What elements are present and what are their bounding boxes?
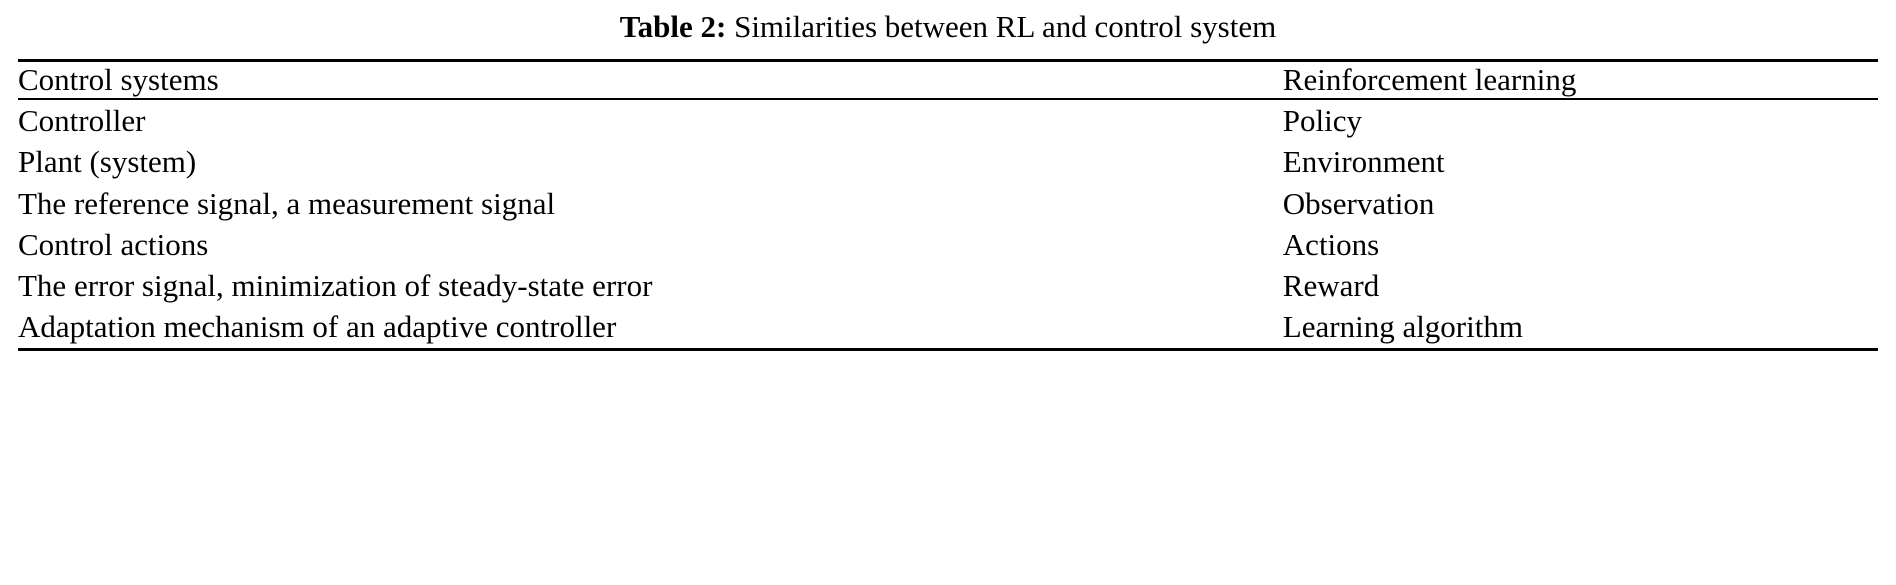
table-caption-label: Table 2:: [619, 9, 727, 44]
cell-rl-term: Policy: [1283, 99, 1878, 141]
table-row: [18, 141, 1878, 182]
table-header-row: [18, 61, 1878, 100]
table-row: [18, 306, 1878, 349]
table-row: [18, 265, 1878, 306]
cell-rl-term: Reward: [1282, 268, 1380, 304]
table-row: [18, 183, 1878, 224]
similarities-table: [18, 59, 1878, 350]
column-header-reinforcement-learning: Reinforcement learning: [1283, 61, 1878, 100]
cell-control-system: The reference signal, a measurement signal: [18, 185, 556, 221]
cell-rl-term: Learning algorithm: [1283, 306, 1878, 349]
table-row: [18, 99, 1878, 141]
table-row: [18, 224, 1878, 265]
cell-control-system: Controller: [18, 99, 1283, 141]
table-caption-text: Similarities between RL and control system: [734, 9, 1277, 44]
table-caption: [18, 0, 1878, 59]
cell-control-system: Control actions: [18, 226, 209, 262]
cell-rl-term: Observation: [1282, 185, 1435, 221]
column-header-control-systems: Control systems: [18, 61, 1283, 100]
cell-control-system: Adaptation mechanism of an adaptive controller: [18, 306, 1283, 349]
cell-rl-term: Environment: [1282, 144, 1445, 180]
cell-control-system: The error signal, minimization of steady-state error: [18, 268, 653, 304]
cell-control-system: Plant (system): [18, 144, 197, 180]
cell-rl-term: Actions: [1282, 226, 1380, 262]
